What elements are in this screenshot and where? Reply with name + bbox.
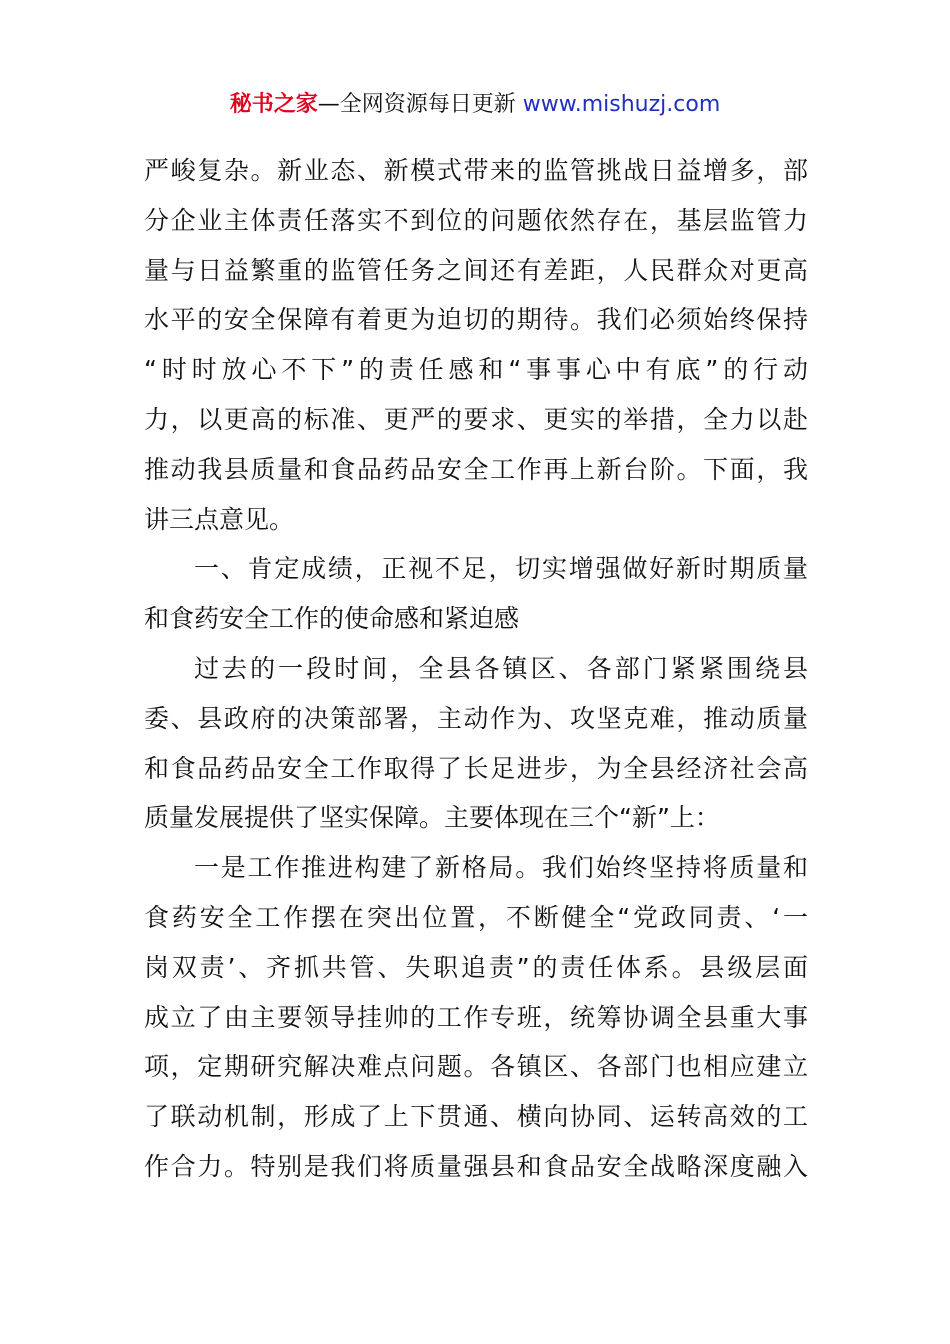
text-line: 力，以更高的标准、更严的要求、更实的举措，全力以赴 [144, 404, 808, 434]
text-line: 和食药安全工作的使命感和紧迫感 [144, 604, 520, 634]
header-tagline: 全网资源每日更新 [339, 92, 523, 117]
text-line: 一、肯定成绩，正视不足，切实增强做好新时期质量 [194, 554, 808, 584]
text-line: 过去的一段时间，全县各镇区、各部门紧紧围绕县 [194, 653, 808, 683]
text-line: 成立了由主要领导挂帅的工作专班，统筹协调全县重大事 [144, 1002, 808, 1032]
text-line: 量与日益繁重的监管任务之间还有差距，人民群众对更高 [144, 255, 808, 285]
text-line: 项，定期研究解决难点问题。各镇区、各部门也相应建立 [144, 1052, 808, 1082]
page-header [0, 88, 950, 122]
text-line: 分企业主体责任落实不到位的问题依然存在，基层监管力 [144, 205, 808, 235]
text-line: 和食品药品安全工作取得了长足进步，为全县经济社会高 [144, 753, 808, 783]
header-separator: — [317, 92, 340, 117]
header-brand: 秘书之家 [229, 92, 318, 117]
document-body [144, 146, 808, 1192]
text-line: 了联动机制，形成了上下贯通、横向协同、运转高效的工 [144, 1102, 808, 1132]
text-line: 一是工作推进构建了新格局。我们始终坚持将质量和 [194, 853, 808, 883]
text-line: 质量发展提供了坚实保障。主要体现在三个“新”上： [144, 803, 720, 833]
header-url[interactable]: www.mishuzj.com [522, 92, 721, 117]
text-line: 严峻复杂。新业态、新模式带来的监管挑战日益增多，部 [144, 156, 808, 185]
text-line: 讲三点意见。 [144, 504, 295, 534]
text-line: 岗双责’、齐抓共管、失职追责”的责任体系。县级层面 [144, 952, 808, 982]
text-line: 推动我县质量和食品药品安全工作再上新台阶。下面，我 [144, 454, 808, 484]
text-line: 水平的安全保障有着更为迫切的期待。我们必须始终保持 [144, 305, 808, 335]
text-line: 作合力。特别是我们将质量强县和食品安全战略深度融入 [144, 1151, 808, 1181]
text-line: 食药安全工作摆在突出位置，不断健全“党政同责、‘一 [144, 902, 808, 932]
text-line: “时时放心不下”的责任感和“事事心中有底”的行动 [144, 355, 808, 385]
text-line: 委、县政府的决策部署，主动作为、攻坚克难，推动质量 [144, 703, 808, 733]
